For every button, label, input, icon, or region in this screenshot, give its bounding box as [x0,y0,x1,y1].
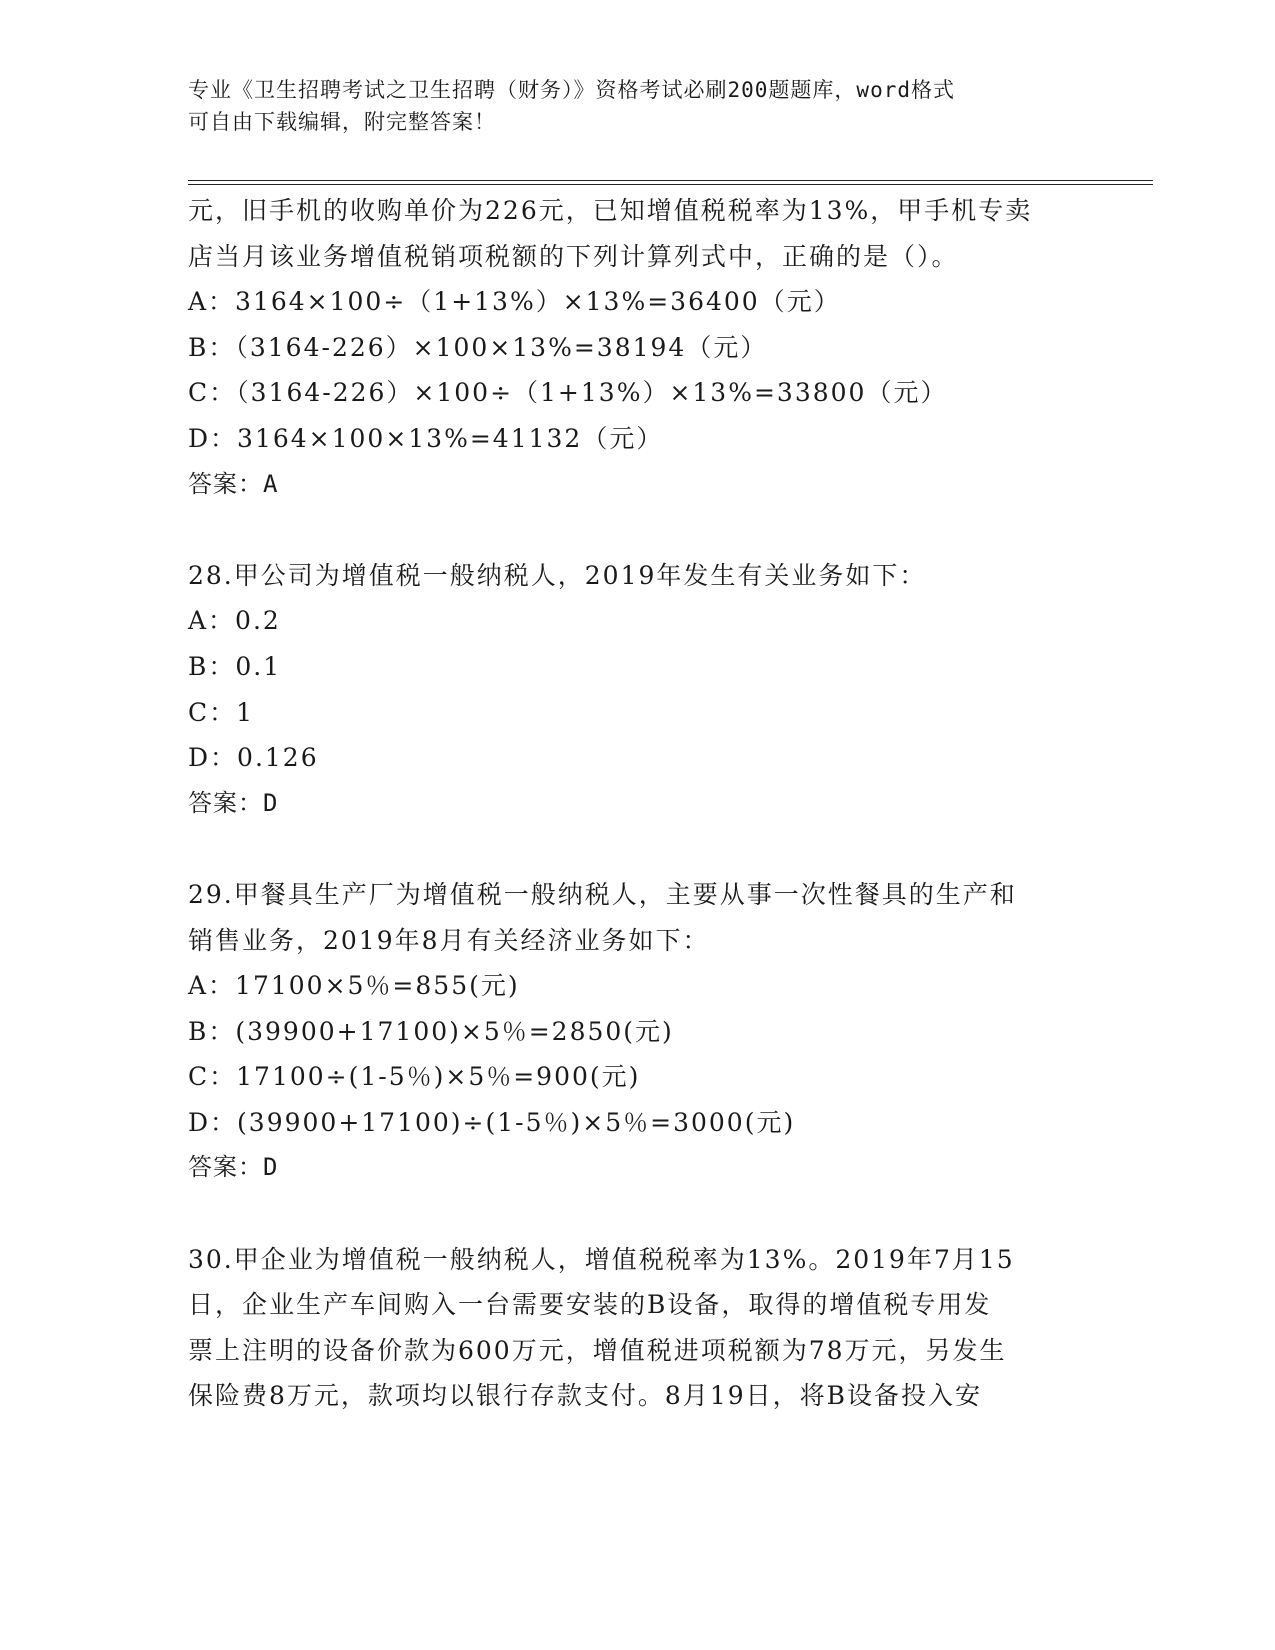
question-stem-line: 元，旧手机的收购单价为226元，已知增值税税率为13%，甲手机专卖 [188,196,1033,225]
option-a: A：0.2 [188,606,281,636]
option-b: B：0.1 [188,651,282,681]
question-stem-line: 保险费8万元，款项均以银行存款支付。8月19日，将B设备投入安 [188,1381,982,1411]
question-stem-line: 28.甲公司为增值税一般纳税人，2019年发生有关业务如下： [188,560,927,590]
answer-line: 答案：D [188,788,279,817]
option-c: C：1 [188,697,255,727]
question-stem-line: 日，企业生产车间购入一台需要安装的B设备，取得的增值税专用发 [188,1290,992,1320]
question-27 [188,188,1088,507]
answer-line: 答案：D [188,1153,279,1182]
answer-line: 答案：A [188,469,279,498]
option-d: D：0.126 [188,743,319,773]
spacer [188,507,1088,553]
question-stem-line: 30.甲企业为增值税一般纳税人，增值税税率为13%。2019年7月15 [188,1244,1015,1274]
option-a: A：3164×100÷（1+13%）×13%=36400（元） [188,287,841,317]
question-28 [188,553,1088,827]
question-30 [188,1237,1088,1419]
question-stem-line: 29.甲餐具生产厂为增值税一般纳税人，主要从事一次性餐具的生产和 [188,879,1017,909]
option-b: B：（3164-226）×100×13%=38194（元） [188,332,768,362]
question-29 [188,872,1088,1191]
option-b: B：(39900+17100)×5％=2850(元) [188,1016,674,1046]
page-header [188,74,1088,138]
spacer [188,1191,1088,1237]
option-d: D：(39900+17100)÷(1-5％)×5％=3000(元) [188,1107,796,1137]
question-stem-line: 销售业务，2019年8月有关经济业务如下： [188,925,710,955]
header-title-line-1: 专业《卫生招聘考试之卫生招聘（财务）》资格考试必刷200题题库，word格式 [188,78,955,102]
option-c: C：（3164-226）×100÷（1+13%）×13%=33800（元） [188,378,948,408]
question-stem-line: 票上注明的设备价款为600万元，增值税进项税额为78万元，另发生 [188,1335,1007,1365]
question-stem-line: 店当月该业务增值税销项税额的下列计算列式中，正确的是（）。 [188,241,959,271]
option-d: D：3164×100×13%=41132（元） [188,423,664,453]
option-a: A：17100×5％=855(元) [188,971,520,1001]
header-divider [188,180,1153,185]
option-c: C：17100÷(1-5％)×5％=900(元) [188,1062,641,1092]
spacer [188,826,1088,872]
document-body [188,188,1088,1419]
header-title-line-2: 可自由下载编辑，附完整答案！ [188,110,496,134]
